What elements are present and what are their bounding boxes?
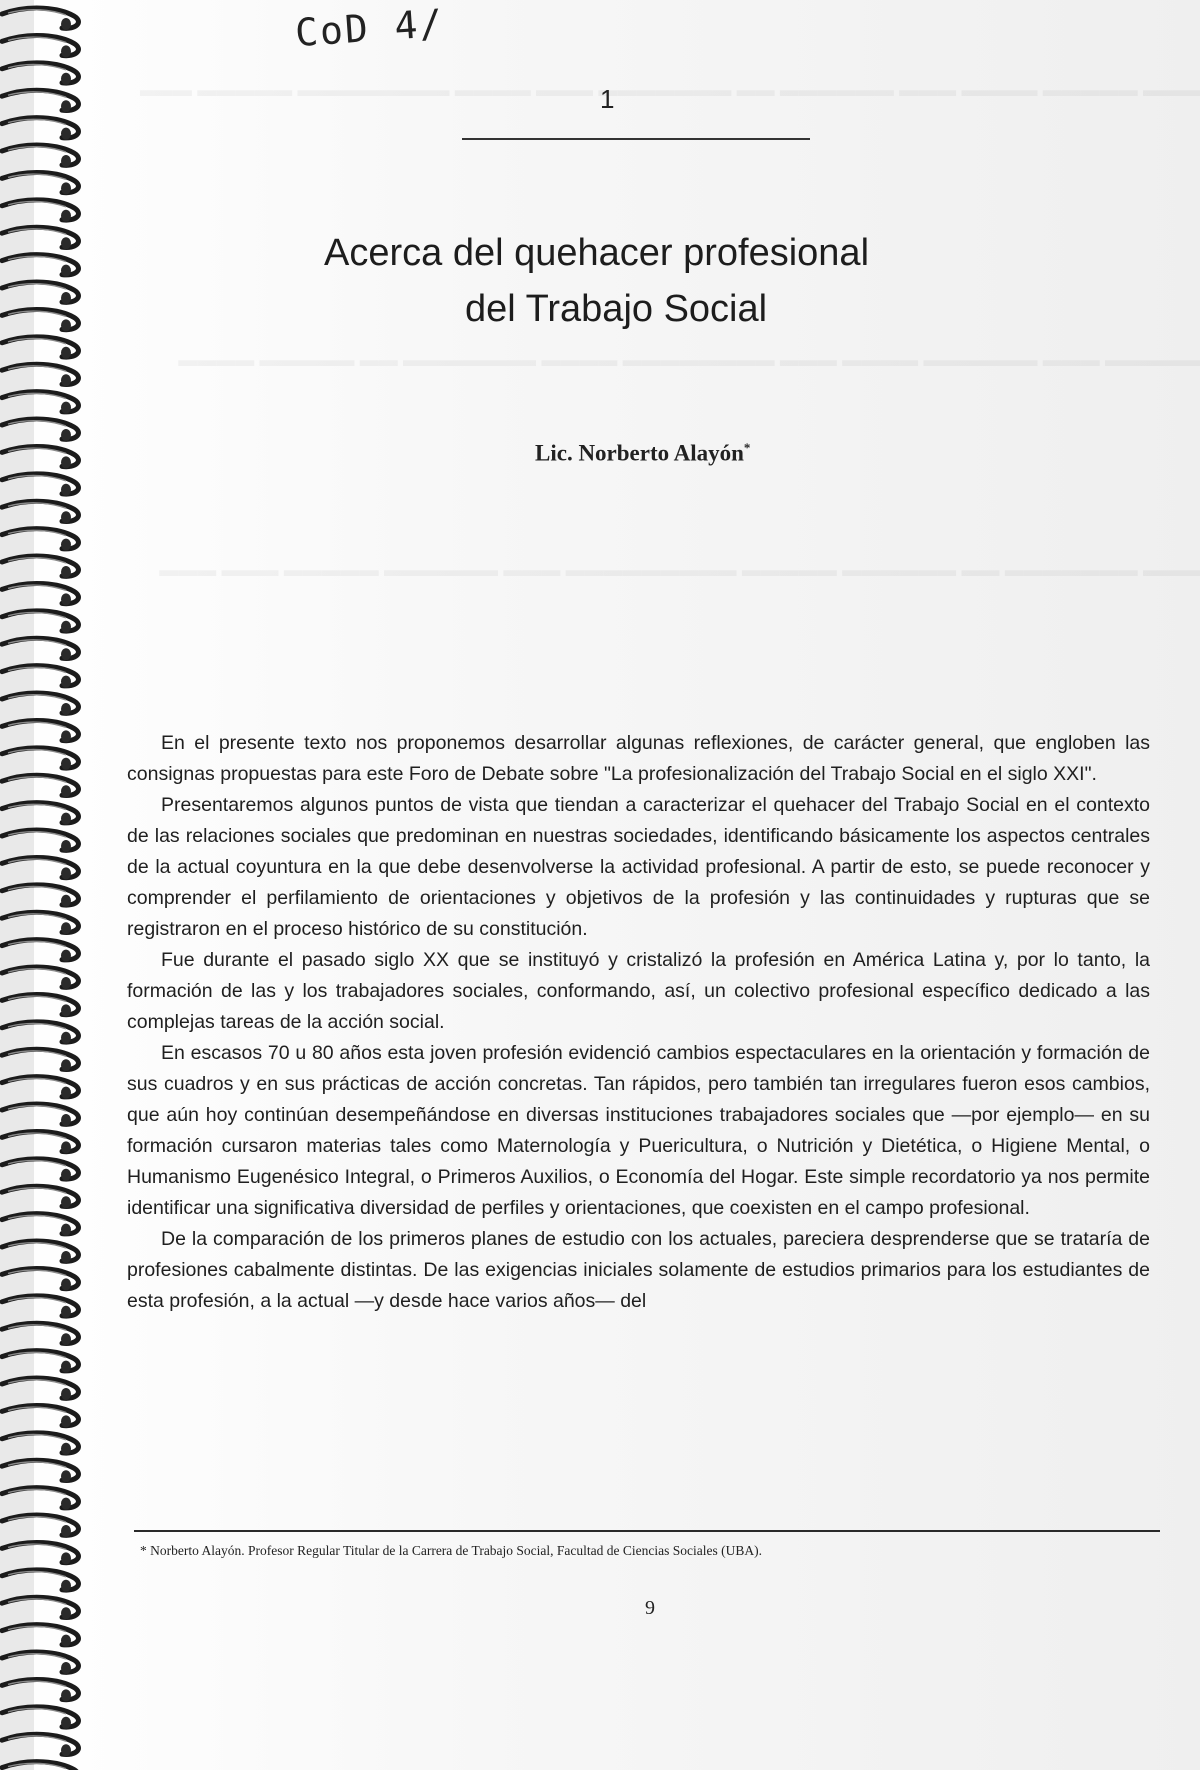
page-number: 9: [645, 1597, 655, 1619]
author-name: Lic. Norberto Alayón: [535, 440, 744, 466]
body-text: [127, 728, 1150, 1317]
footnote-divider: [134, 1530, 1160, 1532]
paragraph: Fue durante el pasado siglo XX que se instituyó y cristalizó la profesión en América Latina y, por lo tanto, la formación de las y los trabajadores sociales, conformando, así, un colectivo profesional específico dedicado a las complejas tareas de la acción social.: [127, 949, 1150, 1033]
author-byline: [535, 440, 750, 467]
footnote: * Norberto Alayón. Profesor Regular Titular de la Carrera de Trabajo Social, Facultad de Ciencias Sociales (UBA).: [140, 1543, 762, 1558]
chapter-divider: [462, 138, 810, 140]
paragraph: De la comparación de los primeros planes de estudio con los actuales, pareciera desprenderse que se trataría de profesiones cabalmente distintas. De las exigencias iniciales solamente de estudios primarios para los estudiantes de esta profesión, a la actual —y desde hace varios años— del: [127, 1228, 1150, 1312]
paragraph: Presentaremos algunos puntos de vista que tiendan a caracterizar el quehacer del Trabajo Social en el contexto de las relaciones sociales que predominan en nuestras sociedades, identificando básicamente los aspectos centrales de la actual coyuntura en la que debe desenvolverse la actividad profesional. A partir de esto, se puede reconocer y comprender el perfilamiento de orientaciones y objetivos de la profesión y las continuidades y rupturas que se registraron en el proceso histórico de su constitución.: [127, 794, 1150, 940]
paragraph: En el presente texto nos proponemos desarrollar algunas reflexiones, de carácter general, que engloben las consignas propuestas para este Foro de Debate sobre "La profesionalización del Trabajo Social en el siglo XXI".: [127, 732, 1150, 785]
chapter-title-line-1: Acerca del quehacer profesional: [324, 232, 870, 274]
bleed-through-text: [140, 560, 1200, 582]
paragraph: En escasos 70 u 80 años esta joven profesión evidenció cambios espectaculares en la orientación y formación de sus cuadros y en sus prácticas de acción concretas. Tan rápidos, pero también tan irregulares fueron esos cambios, que aún hoy continúan desempeñándose en diversas instituciones trabajadores sociales que —por ejemplo— en su formación cursaron materias tales como Maternología y Puericultura, o Nutrición y Dietética, o Higiene Mental, o Humanismo Eugenésico Integral, o Primeros Auxilios, o Economía del Hogar. Este simple recordatorio ya nos permite identificar una significativa diversidad de perfiles y orientaciones, que coexisten en el campo profesional.: [127, 1042, 1150, 1219]
bleed-through-text: [140, 350, 1200, 372]
chapter-title-line-2: del Trabajo Social: [465, 288, 768, 330]
spiral-binding: [0, 0, 92, 1770]
handwritten-note: CoD 4/: [293, 0, 446, 56]
footnote-marker: *: [743, 440, 751, 455]
bleed-through-text: [140, 80, 1200, 102]
spiral-binding-rings: [0, 0, 92, 1770]
chapter-number: 1: [600, 84, 615, 114]
chapter-title: [300, 225, 950, 337]
